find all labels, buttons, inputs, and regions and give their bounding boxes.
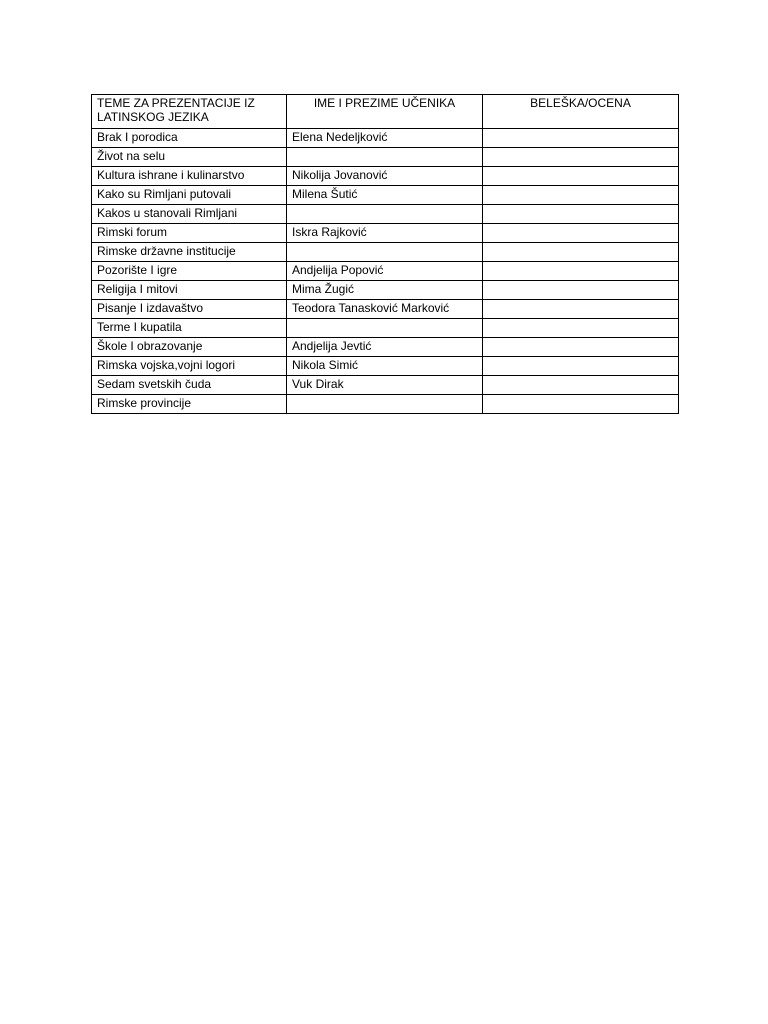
table-row	[92, 167, 679, 186]
student-cell: Vuk Dirak	[287, 376, 483, 395]
student-cell	[287, 148, 483, 167]
student-cell: Nikola Simić	[287, 357, 483, 376]
student-cell: Elena Nedeljković	[287, 129, 483, 148]
topic-cell: Kultura ishrane i kulinarstvo	[92, 167, 287, 186]
note-cell	[483, 148, 679, 167]
student-cell	[287, 243, 483, 262]
table-row	[92, 357, 679, 376]
table-row	[92, 262, 679, 281]
topic-cell: Rimske državne institucije	[92, 243, 287, 262]
table-row	[92, 395, 679, 414]
topic-cell: Rimske provincije	[92, 395, 287, 414]
topic-cell: Pisanje I izdavaštvo	[92, 300, 287, 319]
topic-cell: Brak I porodica	[92, 129, 287, 148]
note-cell	[483, 167, 679, 186]
note-cell	[483, 243, 679, 262]
table-body	[92, 129, 679, 414]
table-row	[92, 319, 679, 338]
student-cell: Teodora Tanasković Marković	[287, 300, 483, 319]
note-cell	[483, 205, 679, 224]
topic-cell: Život na selu	[92, 148, 287, 167]
table-row	[92, 281, 679, 300]
topic-cell: Religija I mitovi	[92, 281, 287, 300]
topic-cell: Rimska vojska,vojni logori	[92, 357, 287, 376]
note-cell	[483, 319, 679, 338]
table-row	[92, 186, 679, 205]
table-header-row	[92, 95, 679, 129]
note-cell	[483, 186, 679, 205]
student-cell: Milena Šutić	[287, 186, 483, 205]
student-cell: Andjelija Popović	[287, 262, 483, 281]
note-cell	[483, 338, 679, 357]
note-cell	[483, 129, 679, 148]
table-row	[92, 376, 679, 395]
header-note-grade: BELEŠKA/OCENA	[483, 95, 679, 129]
student-cell: Mima Žugić	[287, 281, 483, 300]
table-row	[92, 243, 679, 262]
note-cell	[483, 224, 679, 243]
table-row	[92, 129, 679, 148]
note-cell	[483, 281, 679, 300]
header-topics: TEME ZA PREZENTACIJE IZ LATINSKOG JEZIKA	[92, 95, 287, 129]
note-cell	[483, 376, 679, 395]
student-cell: Andjelija Jevtić	[287, 338, 483, 357]
presentation-topics-table	[91, 94, 679, 414]
student-cell	[287, 205, 483, 224]
table-row	[92, 205, 679, 224]
topic-cell: Terme I kupatila	[92, 319, 287, 338]
table-row	[92, 148, 679, 167]
student-cell: Iskra Rajković	[287, 224, 483, 243]
note-cell	[483, 395, 679, 414]
topic-cell: Pozorište I igre	[92, 262, 287, 281]
table-row	[92, 338, 679, 357]
note-cell	[483, 262, 679, 281]
header-student-name: IME I PREZIME UČENIKA	[287, 95, 483, 129]
table-row	[92, 300, 679, 319]
table-row	[92, 224, 679, 243]
student-cell	[287, 395, 483, 414]
topic-cell: Škole I obrazovanje	[92, 338, 287, 357]
topic-cell: Kako su Rimljani putovali	[92, 186, 287, 205]
note-cell	[483, 300, 679, 319]
topic-cell: Sedam svetskih čuda	[92, 376, 287, 395]
topic-cell: Rimski forum	[92, 224, 287, 243]
note-cell	[483, 357, 679, 376]
student-cell: Nikolija Jovanović	[287, 167, 483, 186]
topic-cell: Kakos u stanovali Rimljani	[92, 205, 287, 224]
student-cell	[287, 319, 483, 338]
